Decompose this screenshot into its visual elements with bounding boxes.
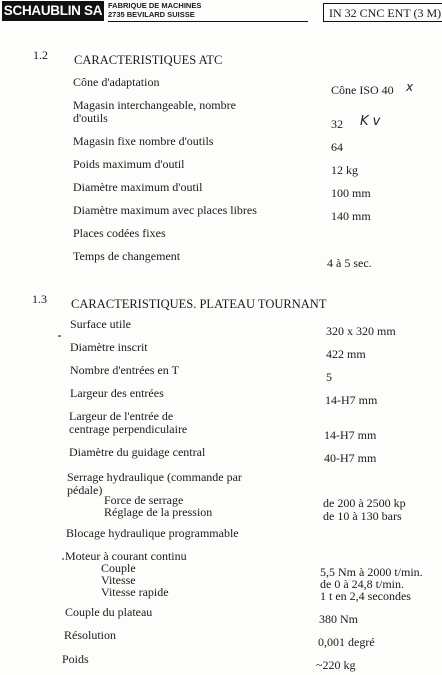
spec-value: 100 mm [331,186,371,200]
spec-label: Temps de changement [73,249,181,263]
section-number: 1.3 [32,292,47,306]
spec-value: 14-H7 mm [325,393,378,407]
spec-label: Poids [62,652,89,666]
spec-sub-label: Vitesse [101,573,136,587]
spec-label: Cône d'adaptation [73,75,160,89]
spec-label: Diamètre inscrit [70,340,148,354]
spec-label: Surface utile [70,317,131,331]
spec-label: Magasin interchangeable, nombre d'outils [73,98,236,125]
spec-label: Diamètre du guidage central [69,445,206,459]
spec-label: Diamètre maximum avec places libres [73,203,257,217]
spec-value: de 10 à 130 bars [323,509,402,523]
spec-value: 140 mm [331,209,371,223]
spec-label: Largeur des entrées [70,386,164,400]
scan-speck [62,558,64,560]
spec-label: Moteur à courant continu [65,549,187,563]
spec-value: 32 [331,117,343,131]
spec-value: 0,001 degré [318,635,375,649]
spec-value: 1 t en 2,4 secondes [320,589,411,603]
spec-value: de 200 à 2500 kp [323,496,406,510]
brand-logo: SCHAUBLIN SA [2,1,104,21]
section-title: CARACTERISTIQUES ATC [74,53,223,67]
company-line-1: FABRIQUE DE MACHINES [108,1,202,10]
handwritten-mark: K v [360,114,381,129]
spec-label: Largeur de l'entrée de centrage perpendiculaire [69,409,188,436]
spec-label: Nombre d'entrées en T [70,363,179,377]
spec-value: ~220 kg [316,658,356,672]
spec-sub-label: Vitesse rapide [101,585,169,599]
company-address [108,1,308,22]
spec-value: 4 à 5 sec. [327,256,372,270]
spec-label: Résolution [64,628,117,642]
spec-value: 380 Nm [319,612,358,626]
scan-speck [58,335,61,337]
spec-sub-label: Couple [101,561,136,575]
spec-label: Couple du plateau [65,605,153,619]
section-number: 1.2 [33,48,48,62]
spec-value: Cône ISO 40 [331,83,394,97]
company-line-2: 2735 BEVILARD SUISSE [108,10,195,19]
spec-label: Places codées fixes [73,226,166,240]
spec-sub-label: Force de serrage [104,493,184,507]
spec-label: Magasin fixe nombre d'outils [73,134,214,148]
spec-value: de 0 à 24,8 t/min. [320,577,404,591]
spec-label: Diamètre maximum d'outil [73,180,203,194]
spec-value: 422 mm [326,347,366,361]
spec-value: 5 [326,370,332,384]
spec-label: Serrage hydraulique (commande par pédale) [67,470,242,497]
spec-value: 5,5 Nm à 2000 t/min. [320,565,423,579]
handwritten-mark: x [406,80,414,94]
spec-value: 14-H7 mm [324,428,377,442]
section-title: CARACTERISTIQUES. PLATEAU TOURNANT [71,297,327,311]
spec-label: Blocage hydraulique programmable [66,526,239,540]
spec-value: 40-H7 mm [324,451,377,465]
spec-value: 12 kg [331,163,358,177]
document-reference: IN 32 CNC ENT (3 M) [323,3,442,22]
spec-value: 320 x 320 mm [326,324,396,338]
spec-sub-label: Réglage de la pression [104,505,213,519]
spec-value: 64 [331,140,343,154]
spec-label: Poids maximum d'outil [73,157,185,171]
